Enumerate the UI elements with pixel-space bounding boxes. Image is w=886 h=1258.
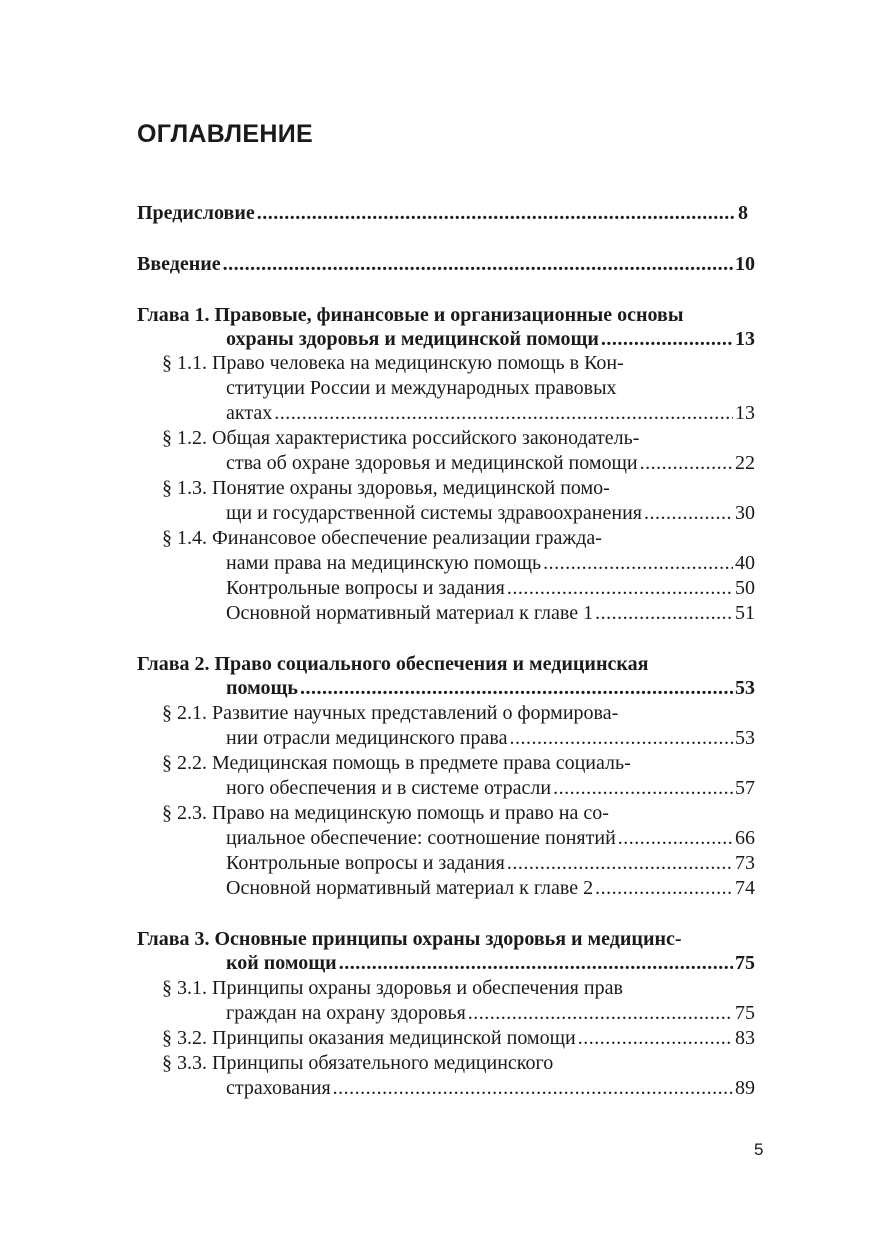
toc-entry-title: Контрольные вопросы и задания [226, 852, 505, 874]
toc-questions-2[interactable] [226, 851, 755, 875]
section-title-line: Общая характеристика российского законодатель- [212, 427, 640, 449]
section-number: § 2.1. [162, 702, 207, 724]
leader-dots [274, 401, 733, 425]
section-title-line: ституции России и международных правовых [226, 377, 617, 399]
chapter-title-line: Право социального обеспечения и медицинская [214, 653, 649, 675]
section-title-line: Право человека на медицинскую помощь в Кон- [212, 352, 624, 374]
leader-dots [468, 1001, 733, 1025]
toc-page-number: 66 [735, 827, 755, 849]
leader-dots [595, 601, 733, 625]
toc-entry-title: Контрольные вопросы и задания [226, 577, 505, 599]
leader-dots [507, 851, 733, 875]
toc-section-1-1[interactable] [162, 351, 624, 375]
toc-entry-intro[interactable] [137, 252, 755, 276]
leader-dots [333, 1076, 733, 1100]
page-title: ОГЛАВЛЕНИЕ [137, 120, 313, 148]
section-number: § 1.4. [162, 527, 207, 549]
chapter-title-line: помощь [226, 677, 298, 699]
chapter-title-line: Правовые, финансовые и организационные основы [214, 304, 684, 326]
section-title-line: нии отрасли медицинского права [226, 727, 508, 749]
chapter-title-line: кой помощи [226, 952, 337, 974]
toc-page-number: 75 [735, 952, 755, 974]
toc-section-2-2-cont[interactable] [226, 776, 755, 800]
toc-section-3-3-cont[interactable] [226, 1076, 755, 1100]
section-title-line: ства об охране здоровья и медицинской помощи [226, 452, 638, 474]
toc-page-number: 89 [735, 1077, 755, 1099]
toc-materials-2[interactable] [226, 876, 755, 900]
section-heading [162, 1026, 576, 1050]
toc-section-1-2[interactable] [162, 426, 639, 450]
leader-dots [640, 451, 733, 475]
toc-page-number: 50 [735, 577, 755, 599]
toc-page-number: 73 [735, 852, 755, 874]
toc-page-number: 13 [735, 402, 755, 424]
toc-section-1-4[interactable] [162, 526, 602, 550]
leader-dots [509, 726, 733, 750]
section-title-line: Понятие охраны здоровья, медицинской помо- [212, 477, 610, 499]
toc-entry-preface[interactable] [137, 201, 748, 225]
section-title-line: Принципы обязательного медицинского [212, 1052, 554, 1074]
toc-entry-title: Основной нормативный материал к главе 1 [226, 602, 594, 624]
toc-section-2-1-cont[interactable] [226, 726, 755, 750]
page-number: 5 [754, 1140, 764, 1159]
toc-page-number: 40 [735, 552, 755, 574]
section-title-line: актах [226, 402, 273, 424]
section-number: § 1.3. [162, 477, 207, 499]
toc-section-3-2[interactable] [162, 1026, 755, 1050]
toc-chapter-3-cont[interactable] [226, 951, 755, 975]
section-number: § 2.2. [162, 752, 207, 774]
leader-dots [553, 776, 733, 800]
toc-section-3-1-cont[interactable] [226, 1001, 755, 1025]
leader-dots [223, 252, 733, 276]
toc-page-number: 22 [735, 452, 755, 474]
leader-dots [578, 1026, 733, 1050]
toc-materials-1[interactable] [226, 601, 755, 625]
toc-questions-1[interactable] [226, 576, 755, 600]
leader-dots [618, 826, 733, 850]
section-title-line: Принципы оказания медицинской помощи [212, 1027, 576, 1049]
toc-section-2-3[interactable] [162, 801, 609, 825]
section-title-line: Право на медицинскую помощь и право на со- [212, 802, 609, 824]
section-number: § 3.2. [162, 1027, 207, 1049]
toc-page-number: 53 [735, 727, 755, 749]
toc-chapter-2-cont[interactable] [226, 676, 755, 700]
leader-dots [644, 501, 733, 525]
section-number: § 3.3. [162, 1052, 207, 1074]
section-title-line: Медицинская помощь в предмете права социаль- [212, 752, 631, 774]
toc-entry-title: Введение [137, 253, 221, 275]
toc-section-1-1-cont[interactable] [226, 401, 755, 425]
toc-section-1-3-cont[interactable] [226, 501, 755, 525]
leader-dots [257, 201, 736, 225]
leader-dots [507, 576, 733, 600]
toc-chapter-2-heading[interactable] [137, 652, 648, 676]
toc-page-number: 75 [735, 1002, 755, 1024]
section-number: § 3.1. [162, 977, 207, 999]
section-title-line: граждан на охрану здоровья [226, 1002, 466, 1024]
leader-dots [339, 951, 733, 975]
toc-page-number: 13 [735, 328, 755, 350]
chapter-title-line: охраны здоровья и медицинской помощи [226, 328, 599, 350]
toc-section-3-3[interactable] [162, 1051, 553, 1075]
chapter-title-line: Основные принципы охраны здоровья и медицинс- [214, 928, 682, 950]
section-number: § 1.1. [162, 352, 207, 374]
toc-page-number: 53 [735, 677, 755, 699]
chapter-label: Глава 3. [137, 928, 210, 950]
toc-entry-title: Основной нормативный материал к главе 2 [226, 877, 594, 899]
section-title-line: нами права на медицинскую помощь [226, 552, 542, 574]
section-title-line: циальное обеспечение: соотношение понятий [226, 827, 616, 849]
toc-chapter-3-heading[interactable] [137, 927, 682, 951]
leader-dots [601, 327, 733, 351]
toc-section-3-1[interactable] [162, 976, 623, 1000]
toc-chapter-1-heading[interactable] [137, 303, 683, 327]
chapter-label: Глава 1. [137, 304, 210, 326]
toc-page-number: 30 [735, 502, 755, 524]
section-number: § 1.2. [162, 427, 207, 449]
section-title-line: ного обеспечения и в системе отрасли [226, 777, 552, 799]
leader-dots [543, 551, 733, 575]
toc-section-2-1[interactable] [162, 701, 618, 725]
toc-section-2-3-cont[interactable] [226, 826, 755, 850]
leader-dots [300, 676, 733, 700]
section-title-line: Принципы охраны здоровья и обеспечения прав [212, 977, 623, 999]
toc-chapter-1-cont[interactable] [226, 327, 755, 351]
toc-entry-title: Предисловие [137, 202, 255, 224]
section-title-line: Финансовое обеспечение реализации гражда- [212, 527, 602, 549]
chapter-label: Глава 2. [137, 653, 210, 675]
toc-page-number: 74 [735, 877, 755, 899]
section-title-line: страхования [226, 1077, 331, 1099]
toc-section-1-3[interactable] [162, 476, 610, 500]
section-title-line: щи и государственной системы здравоохранения [226, 502, 642, 524]
toc-page-number: 83 [735, 1027, 755, 1049]
toc-page-number: 8 [738, 202, 748, 224]
toc-section-1-4-cont[interactable] [226, 551, 755, 575]
leader-dots [595, 876, 733, 900]
section-title-line: Развитие научных представлений о формирова- [212, 702, 619, 724]
toc-section-1-2-cont[interactable] [226, 451, 755, 475]
toc-page-number: 51 [735, 602, 755, 624]
toc-page-number: 10 [735, 253, 755, 275]
section-number: § 2.3. [162, 802, 207, 824]
toc-page-number: 57 [735, 777, 755, 799]
toc-section-2-2[interactable] [162, 751, 631, 775]
